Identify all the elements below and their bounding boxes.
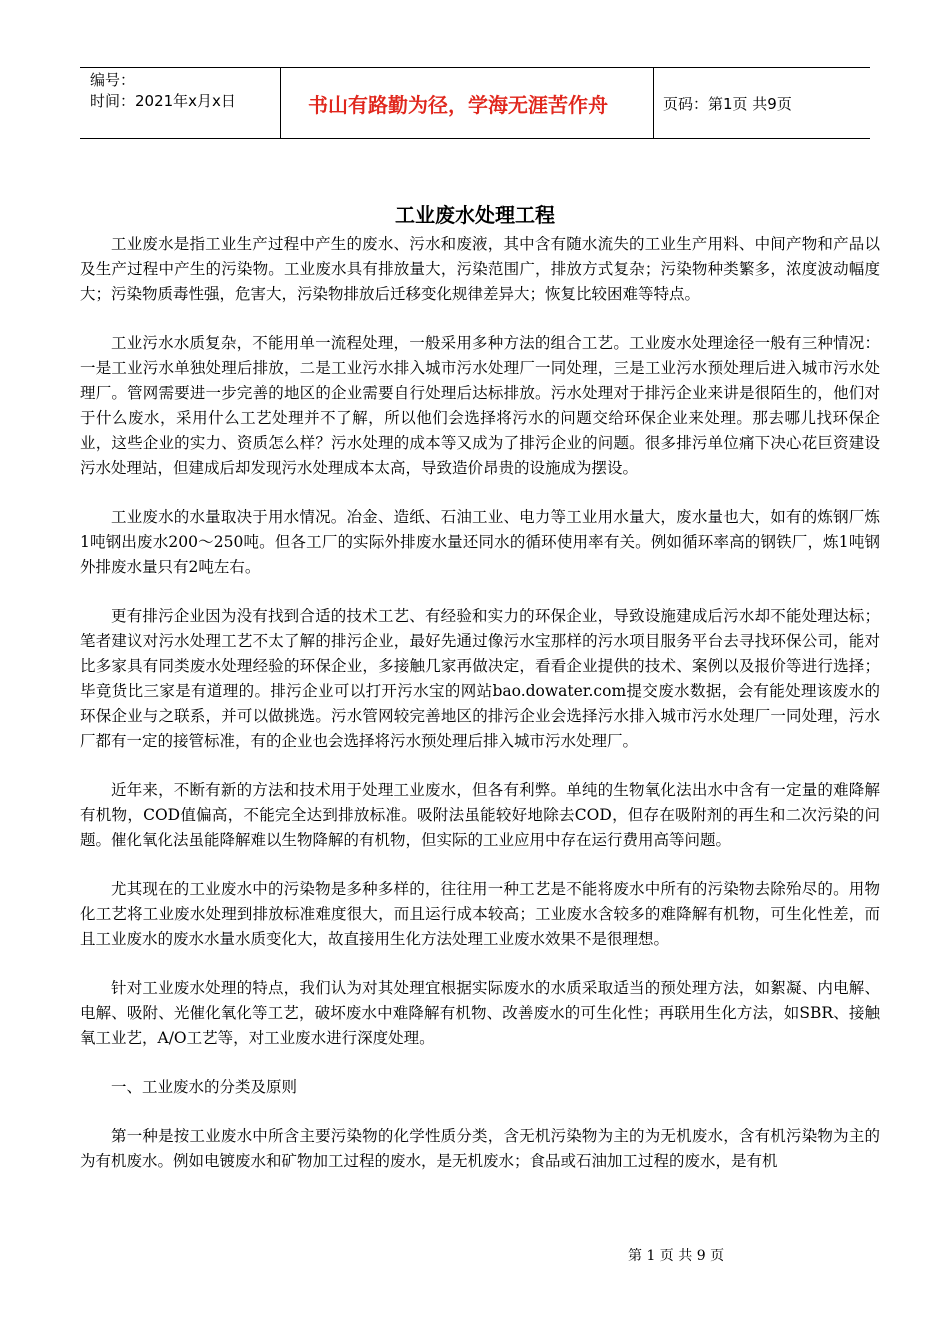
section-heading: 一、工业废水的分类及原则 [111, 1078, 298, 1096]
paragraph: 针对工业废水处理的特点，我们认为对其处理宜根据实际废水的水质采取适当的预处理方法，如絮凝、内电解、电解、吸附、光催化氧化等工艺，破坏废水中难降解有机物、改善废水的可生化性；再联用生化方法，如SBR、接触氧工业艺，A/O工艺等，对工业废水进行深度处理。 [80, 979, 880, 1047]
header-page-info: 页码：第1页 共9页 [663, 94, 792, 113]
page-footer: 第 1 页 共 9 页 [628, 1248, 725, 1264]
page-header [80, 67, 870, 139]
paragraph: 工业废水是指工业生产过程中产生的废水、污水和废液，其中含有随水流失的工业生产用料、中间产物和产品以及生产过程中产生的污染物。工业废水具有排放量大，污染范围广，排放方式复杂；污染物种类繁多，浓度波动幅度大；污染物质毒性强，危害大，污染物排放后迁移变化规律差异大；恢复比较困难等特点。 [80, 235, 880, 303]
number-label: 编号： [90, 71, 136, 89]
paragraph: 尤其现在的工业废水中的污染物是多种多样的，往往用一种工艺是不能将废水中所有的污染物去除殆尽的。用物化工艺将工业废水处理到排放标准难度很大，而且运行成本较高；工业废水含较多的难降解有机物，可生化性差，而且工业废水的废水水量水质变化大，故直接用生化方法处理工业废水效果不是很理想。 [80, 880, 880, 948]
document-title: 工业废水处理工程 [395, 203, 555, 227]
header-motto: 书山有路勤为径，学海无涯苦作舟 [281, 68, 654, 138]
paragraph: 第一种是按工业废水中所含主要污染物的化学性质分类，含无机污染物为主的为无机废水，含有机污染物为主的为有机废水。例如电镀废水和矿物加工过程的废水，是无机废水；食品或石油加工过程的废水，是有机 [80, 1127, 880, 1170]
paragraph: 近年来，不断有新的方法和技术用于处理工业废水，但各有利弊。单纯的生物氧化法出水中含有一定量的难降解有机物，COD值偏高，不能完全达到排放标准。吸附法虽能较好地除去COD，但存在吸附剂的再生和二次污染的问题。催化氧化法虽能降解难以生物降解的有机物，但实际的工业应用中存在运行费用高等问题。 [80, 781, 880, 849]
document-body [80, 232, 880, 1174]
paragraph: 更有排污企业因为没有找到合适的技术工艺、有经验和实力的环保企业，导致设施建成后污水却不能处理达标；笔者建议对污水处理工艺不太了解的排污企业，最好先通过像污水宝那样的污水项目服务平台去寻找环保公司，能对比多家具有同类废水处理经验的环保企业，多接触几家再做决定，看看企业提供的技术、案例以及报价等进行选择；毕竟货比三家是有道理的。排污企业可以打开污水宝的网站bao.dowater.com提交废水数据，会有能处理该废水的环保企业与之联系，并可以做挑选。污水管网较完善地区的排污企业会选择污水排入城市污水处理厂一同处理，污水厂都有一定的接管标准，有的企业也会选择将污水预处理后排入城市污水处理厂。 [80, 607, 880, 750]
paragraph: 工业废水的水量取决于用水情况。冶金、造纸、石油工业、电力等工业用水量大，废水量也大，如有的炼钢厂炼 1吨钢出废水200～250吨。但各工厂的实际外排废水量还同水的循环使用率有关。例如循环率高的钢铁厂，炼1吨钢外排废水量只有2吨左右。 [80, 508, 880, 576]
header-meta [80, 68, 281, 138]
paragraph: 工业污水水质复杂，不能用单一流程处理，一般采用多种方法的组合工艺。工业废水处理途径一般有三种情况：一是工业污水单独处理后排放，二是工业污水排入城市污水处理厂一同处理，三是工业污水预处理后进入城市污水处理厂。管网需要进一步完善的地区的企业需要自行处理后达标排放。污水处理对于排污企业来讲是很陌生的，他们对于什么废水，采用什么工艺处理并不了解，所以他们会选择将污水的问题交给环保企业来处理。那去哪儿找环保企业，这些企业的实力、资质怎么样？污水处理的成本等又成为了排污企业的问题。很多排污单位痛下决心花巨资建设污水处理站，但建成后却发现污水处理成本太高，导致造价昂贵的设施成为摆设。 [80, 334, 880, 477]
time-label: 时间：2021年x月x日 [90, 92, 236, 110]
